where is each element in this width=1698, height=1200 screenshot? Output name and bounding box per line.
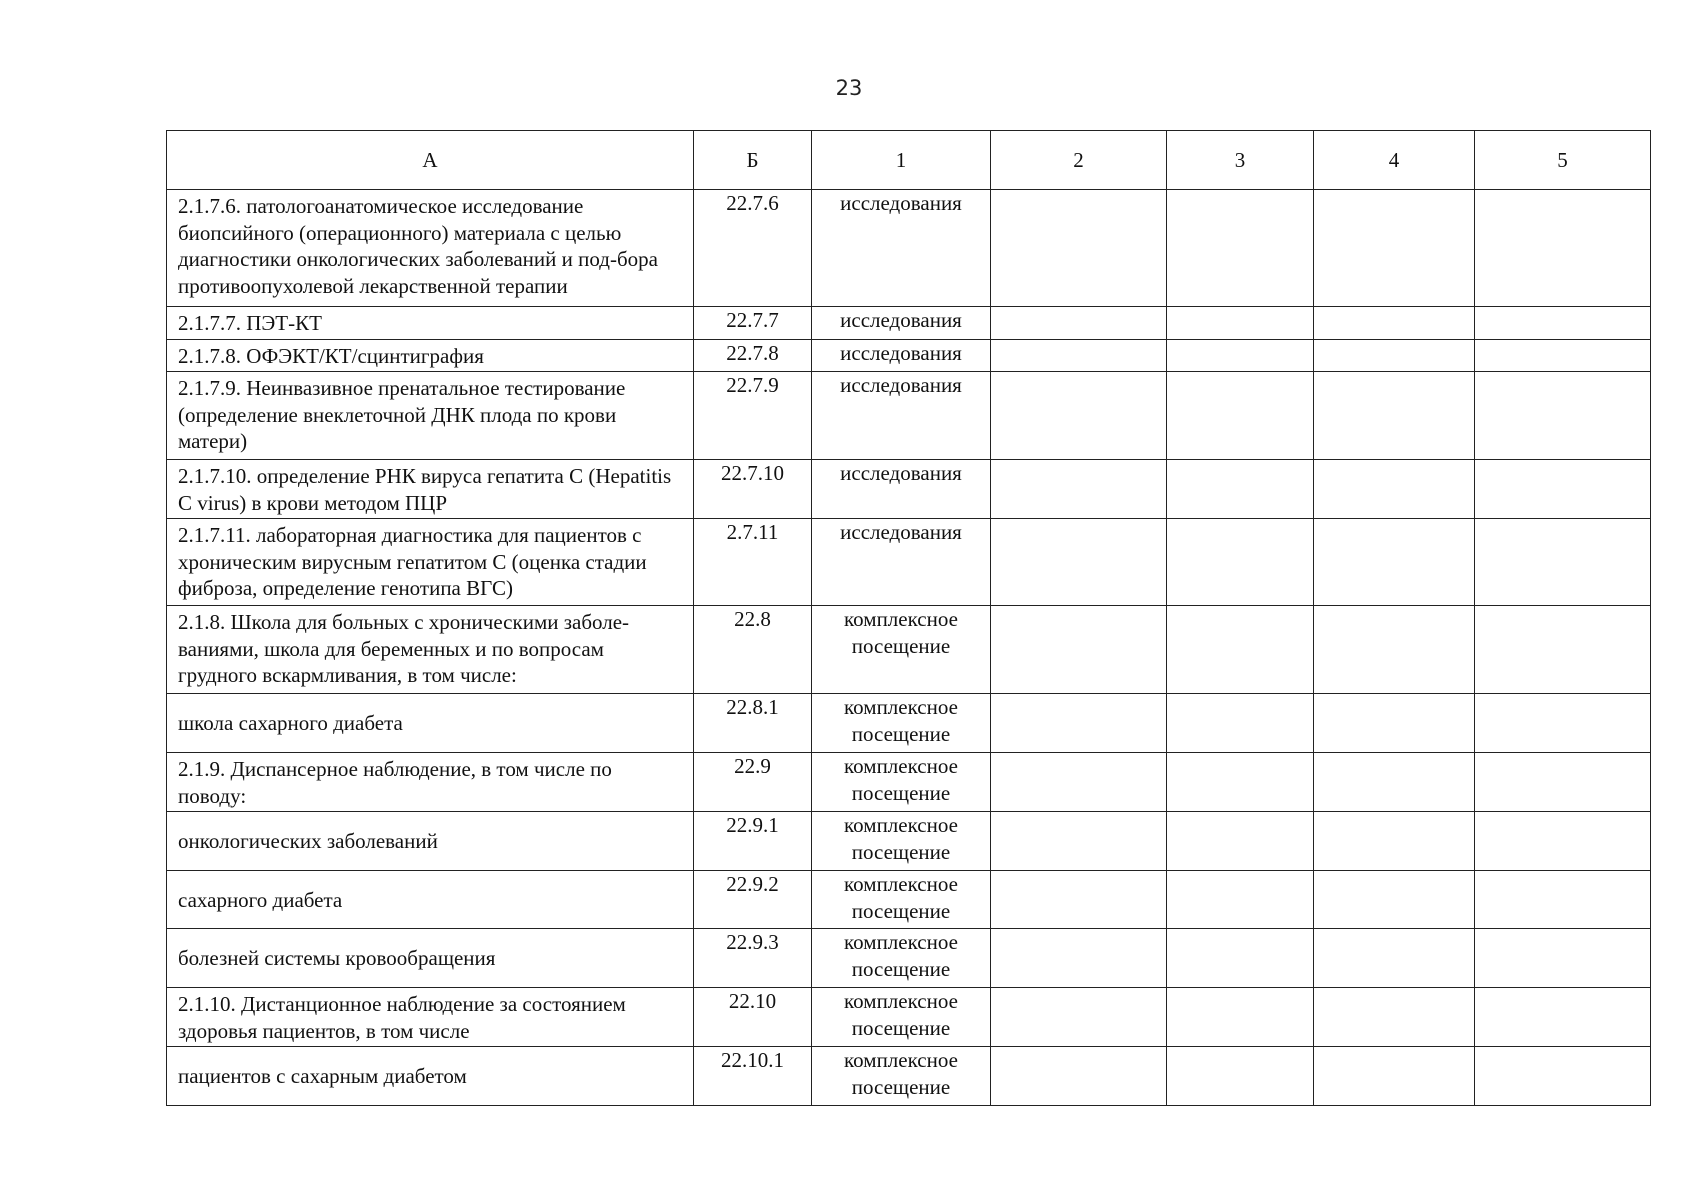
- value-cell: [1314, 606, 1475, 694]
- column-header-4: 4: [1314, 131, 1475, 190]
- row-name-cell: 2.1.7.7. ПЭТ-КТ: [167, 307, 694, 340]
- value-cell: [1475, 606, 1651, 694]
- value-cell: [1167, 460, 1314, 519]
- value-cell: [1314, 339, 1475, 372]
- table-row: [167, 929, 1651, 988]
- value-cell: [991, 307, 1167, 340]
- value-cell: [991, 190, 1167, 307]
- row-name-cell: 2.1.7.11. лабораторная диагностика для пациентов с хроническим вирусным гепатитом С (оценка стадии фиброза, определение генотипа ВГС): [167, 519, 694, 606]
- value-cell: [1167, 190, 1314, 307]
- row-code-cell: 22.7.8: [694, 339, 812, 372]
- column-header-2: 2: [991, 131, 1167, 190]
- value-cell: [1167, 753, 1314, 812]
- row-name-cell: 2.1.7.6. патологоанатомическое исследование биопсийного (операционного) материала с целью диагностики онкологических заболеваний и под-бора противоопухолевой лекарственной терапии: [167, 190, 694, 307]
- row-code-cell: 22.8.1: [694, 694, 812, 753]
- row-name-cell: 2.1.10. Дистанционное наблюдение за состоянием здоровья пациентов, в том числе: [167, 988, 694, 1047]
- value-cell: [1167, 307, 1314, 340]
- row-code-cell: 22.7.7: [694, 307, 812, 340]
- value-cell: [1475, 929, 1651, 988]
- column-header-5: 5: [1475, 131, 1651, 190]
- value-cell: [991, 519, 1167, 606]
- row-name-cell: школа сахарного диабета: [167, 694, 694, 753]
- table-row: [167, 519, 1651, 606]
- data-table: [166, 130, 1651, 1106]
- row-code-cell: 22.9.2: [694, 871, 812, 929]
- value-cell: [991, 988, 1167, 1047]
- row-name-cell: 2.1.7.9. Неинвазивное пренатальное тестирование (определение внеклеточной ДНК плода по крови матери): [167, 372, 694, 460]
- value-cell: [1475, 1047, 1651, 1106]
- value-cell: [1167, 694, 1314, 753]
- table-row: [167, 372, 1651, 460]
- column-header-1: 1: [812, 131, 991, 190]
- value-cell: [1475, 339, 1651, 372]
- value-cell: [991, 929, 1167, 988]
- value-cell: [1167, 1047, 1314, 1106]
- table-row: [167, 460, 1651, 519]
- row-code-cell: 2.7.11: [694, 519, 812, 606]
- value-cell: [1475, 307, 1651, 340]
- row-code-cell: 22.9: [694, 753, 812, 812]
- value-cell: [1475, 519, 1651, 606]
- value-cell: [1314, 871, 1475, 929]
- table-row: [167, 339, 1651, 372]
- value-cell: [1314, 372, 1475, 460]
- row-unit-cell: комплексное посещение: [812, 988, 991, 1047]
- value-cell: [1167, 871, 1314, 929]
- row-unit-cell: исследования: [812, 339, 991, 372]
- row-code-cell: 22.7.10: [694, 460, 812, 519]
- row-unit-cell: комплексное посещение: [812, 929, 991, 988]
- row-code-cell: 22.9.3: [694, 929, 812, 988]
- value-cell: [1314, 694, 1475, 753]
- value-cell: [991, 812, 1167, 871]
- value-cell: [1314, 519, 1475, 606]
- value-cell: [1475, 694, 1651, 753]
- value-cell: [991, 753, 1167, 812]
- row-code-cell: 22.8: [694, 606, 812, 694]
- row-name-cell: пациентов с сахарным диабетом: [167, 1047, 694, 1106]
- row-code-cell: 22.10.1: [694, 1047, 812, 1106]
- table-row: [167, 812, 1651, 871]
- row-name-cell: онкологических заболеваний: [167, 812, 694, 871]
- value-cell: [1167, 988, 1314, 1047]
- value-cell: [1475, 988, 1651, 1047]
- column-header-b: Б: [694, 131, 812, 190]
- row-name-cell: 2.1.7.10. определение РНК вируса гепатита С (Hepatitis C virus) в крови методом ПЦР: [167, 460, 694, 519]
- value-cell: [1167, 339, 1314, 372]
- value-cell: [1314, 460, 1475, 519]
- table-row: [167, 871, 1651, 929]
- value-cell: [991, 372, 1167, 460]
- page-number: 23: [835, 76, 863, 100]
- table-row: [167, 988, 1651, 1047]
- value-cell: [1167, 929, 1314, 988]
- row-name-cell: 2.1.7.8. ОФЭКТ/КТ/сцинтиграфия: [167, 339, 694, 372]
- row-unit-cell: комплексное посещение: [812, 694, 991, 753]
- value-cell: [1314, 307, 1475, 340]
- row-name-cell: сахарного диабета: [167, 871, 694, 929]
- value-cell: [991, 871, 1167, 929]
- table-row: [167, 753, 1651, 812]
- value-cell: [991, 606, 1167, 694]
- value-cell: [1314, 812, 1475, 871]
- value-cell: [1475, 753, 1651, 812]
- row-unit-cell: исследования: [812, 460, 991, 519]
- value-cell: [991, 694, 1167, 753]
- value-cell: [1167, 606, 1314, 694]
- value-cell: [1475, 190, 1651, 307]
- value-cell: [1475, 460, 1651, 519]
- row-unit-cell: исследования: [812, 519, 991, 606]
- table-header-row: [167, 131, 1651, 190]
- row-name-cell: 2.1.9. Диспансерное наблюдение, в том числе по поводу:: [167, 753, 694, 812]
- table-row: [167, 694, 1651, 753]
- row-unit-cell: исследования: [812, 190, 991, 307]
- column-header-a: А: [167, 131, 694, 190]
- value-cell: [1167, 812, 1314, 871]
- value-cell: [1314, 753, 1475, 812]
- table-row: [167, 606, 1651, 694]
- value-cell: [1314, 190, 1475, 307]
- value-cell: [1314, 1047, 1475, 1106]
- row-code-cell: 22.9.1: [694, 812, 812, 871]
- row-unit-cell: комплексное посещение: [812, 871, 991, 929]
- value-cell: [1314, 929, 1475, 988]
- row-code-cell: 22.7.9: [694, 372, 812, 460]
- row-unit-cell: комплексное посещение: [812, 606, 991, 694]
- row-unit-cell: комплексное посещение: [812, 753, 991, 812]
- row-code-cell: 22.10: [694, 988, 812, 1047]
- table-row: [167, 307, 1651, 340]
- row-unit-cell: исследования: [812, 372, 991, 460]
- table-row: [167, 1047, 1651, 1106]
- row-unit-cell: комплексное посещение: [812, 812, 991, 871]
- value-cell: [1475, 372, 1651, 460]
- value-cell: [1314, 988, 1475, 1047]
- value-cell: [1475, 871, 1651, 929]
- value-cell: [1475, 812, 1651, 871]
- row-name-cell: 2.1.8. Школа для больных с хроническими заболе-ваниями, школа для беременных и по вопросам грудного вскармливания, в том числе:: [167, 606, 694, 694]
- row-unit-cell: исследования: [812, 307, 991, 340]
- value-cell: [1167, 372, 1314, 460]
- row-name-cell: болезней системы кровообращения: [167, 929, 694, 988]
- value-cell: [1167, 519, 1314, 606]
- value-cell: [991, 339, 1167, 372]
- column-header-3: 3: [1167, 131, 1314, 190]
- row-code-cell: 22.7.6: [694, 190, 812, 307]
- value-cell: [991, 1047, 1167, 1106]
- value-cell: [991, 460, 1167, 519]
- row-unit-cell: комплексное посещение: [812, 1047, 991, 1106]
- table-row: [167, 190, 1651, 307]
